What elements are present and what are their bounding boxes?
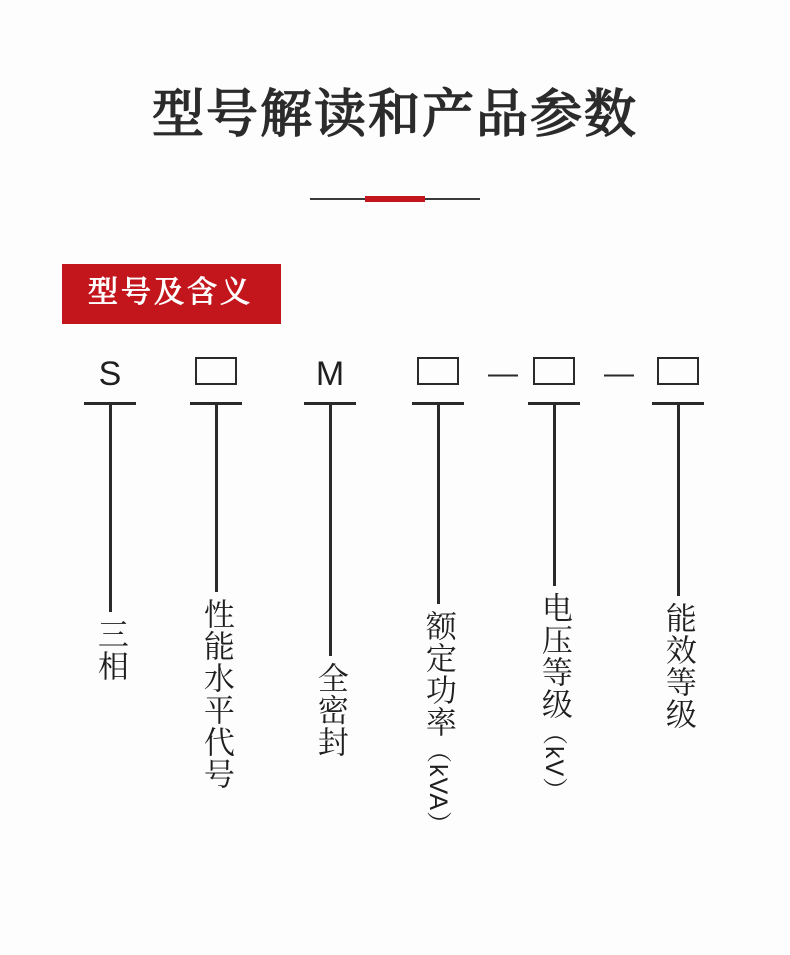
legend-label-rated-power-text: 额定功率 bbox=[420, 610, 456, 738]
model-code-slot-m bbox=[300, 352, 360, 396]
model-code-slot-box-1 bbox=[186, 352, 246, 396]
code-box-icon bbox=[195, 357, 237, 385]
leader-line-rated-power bbox=[437, 404, 440, 604]
model-code-letter-m: M bbox=[315, 355, 345, 393]
code-box-icon bbox=[657, 357, 699, 385]
legend-label-three-phase: 三相 bbox=[92, 618, 128, 682]
legend-label-performance-level: 性能水平代号 bbox=[198, 598, 234, 790]
model-code-letter-s: S bbox=[98, 355, 122, 393]
page-title: 型号解读和产品参数 bbox=[151, 86, 638, 144]
leader-line-fully-sealed bbox=[329, 404, 332, 656]
divider-accent bbox=[365, 196, 425, 202]
legend-label-rated-power bbox=[421, 610, 454, 837]
legend-label-rated-power-unit: （kVA） bbox=[423, 738, 452, 837]
legend-label-voltage-class-text: 电压等级 bbox=[536, 592, 572, 720]
title-divider bbox=[310, 196, 480, 202]
model-code-slot-box-4 bbox=[648, 352, 708, 396]
legend-label-voltage-class-unit: （kV） bbox=[539, 720, 568, 804]
model-code-separator-2: — bbox=[604, 357, 634, 390]
model-code-slot-s bbox=[80, 352, 140, 396]
model-code-slot-box-3 bbox=[524, 352, 584, 396]
section-label-model-meaning: 型号及含义 bbox=[62, 264, 281, 324]
code-box-icon bbox=[417, 357, 459, 385]
legend-label-fully-sealed: 全密封 bbox=[312, 662, 348, 758]
leader-line-performance-level bbox=[215, 404, 218, 592]
leader-line-voltage-class bbox=[553, 404, 556, 586]
model-code-separator-1: — bbox=[488, 357, 518, 390]
model-code-slot-box-2 bbox=[408, 352, 468, 396]
legend-label-voltage-class bbox=[537, 592, 570, 803]
legend-label-efficiency-class: 能效等级 bbox=[660, 602, 696, 730]
code-box-icon bbox=[533, 357, 575, 385]
leader-line-efficiency-class bbox=[677, 404, 680, 596]
leader-line-three-phase bbox=[109, 404, 112, 612]
